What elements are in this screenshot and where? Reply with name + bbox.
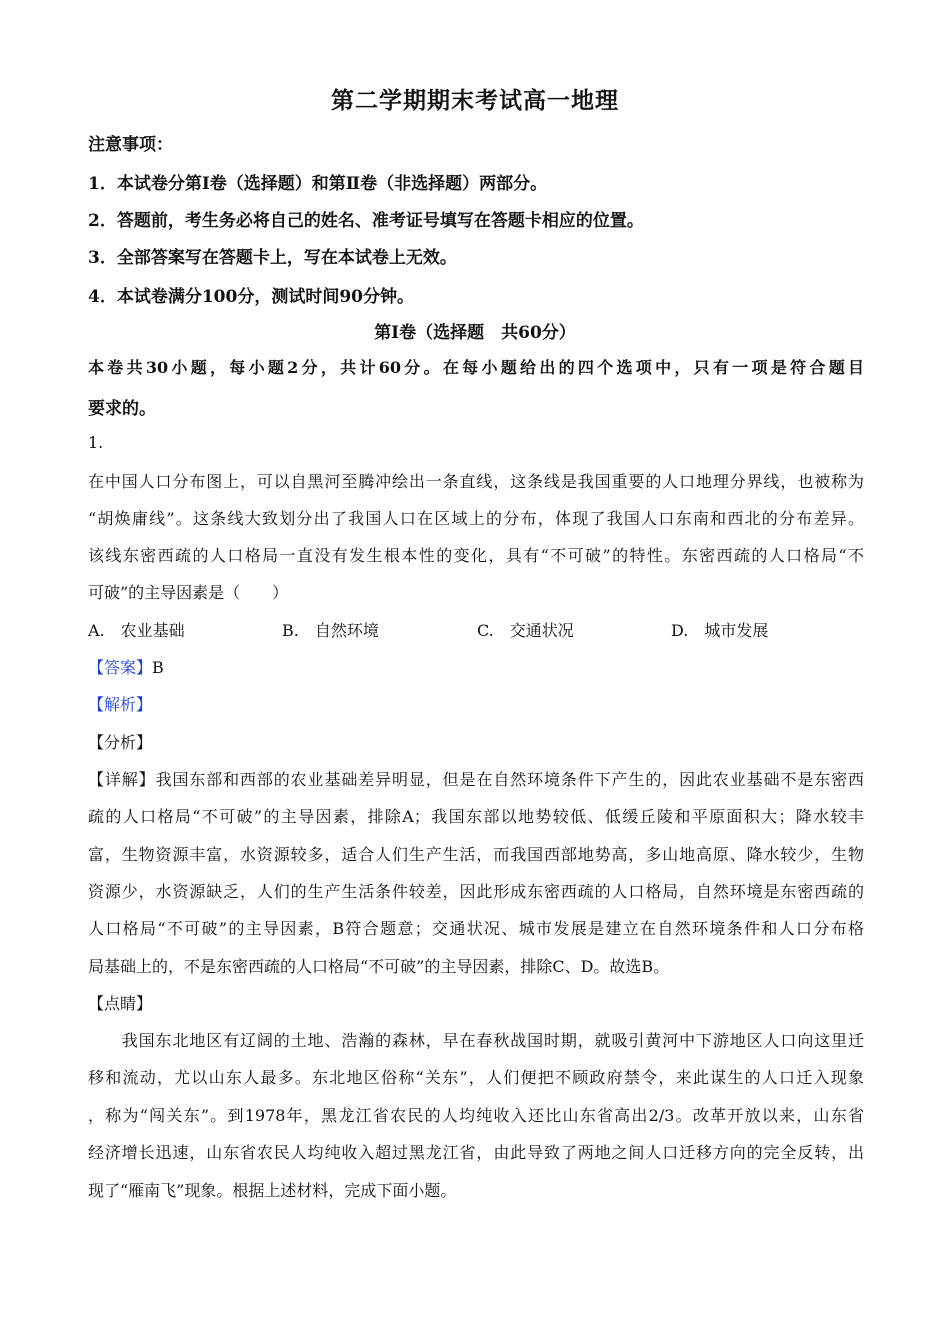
answer-tag: 【答案】: [88, 658, 153, 677]
detail-text-1: 我国东部和西部的农业基础差异明显，但是在自然环境条件下产生的，因此农业基础不是东密西: [155, 770, 864, 789]
dianjing-tag: 【点睛】: [88, 994, 153, 1013]
fenxi-tag: 【分析】: [88, 733, 153, 752]
option-c: C. 交通状况: [477, 621, 574, 640]
material-line-2: 移和流动，尤以山东人最多。东北地区俗称“关东”，人们便把不顾政府禁令，来此谋生的人口迁入现象: [88, 1068, 864, 1087]
detail-line-4: 资源少，水资源缺乏，人们的生产生活条件较差，因此形成东密西疏的人口格局，自然环境是东密西疏的: [88, 882, 864, 901]
material-line-3: ，称为“闯关东”。到1978年，黑龙江省农民的人均纯收入还比山东省高出2/3。改革开放以来，山东省: [88, 1106, 864, 1125]
detail-line-2: 疏的人口格局“不可破”的主导因素，排除A；我国东部以地势较低、低缓丘陵和平原面积大；降水较丰: [88, 807, 864, 826]
detail-line-6: 局基础上的，不是东密西疏的人口格局“不可破”的主导因素，排除C、D。故选B。: [88, 957, 670, 976]
question-stem-line-2: “胡焕庸线”。这条线大致划分出了我国人口在区域上的分布，体现了我国人口东南和西北的分布差异。: [88, 509, 864, 528]
option-a: A. 农业基础: [88, 621, 185, 640]
detail-tag: 【详解】: [88, 770, 156, 789]
question-number: 1.: [88, 433, 104, 452]
material-line-1: 我国东北地区有辽阔的土地、浩瀚的森林，早在春秋战国时期，就吸引黄河中下游地区人口向这里迁: [88, 1031, 864, 1050]
detail-line-1: [88, 767, 864, 790]
answer-value: B: [152, 658, 164, 677]
detail-line-5: 人口格局“不可破”的主导因素，B符合题意；交通状况、城市发展是建立在自然环境条件和人口分布格: [88, 919, 864, 938]
material-line-4: 经济增长迅速，山东省农民人均纯收入超过黑龙江省，由此导致了两地之间人口迁移方向的完全反转，出: [88, 1143, 864, 1162]
answer-line: [88, 655, 164, 678]
notice-item-2: 2．答题前，考生务必将自己的姓名、准考证号填写在答题卡相应的位置。: [88, 211, 644, 231]
page-title: 第二学期期末考试高一地理: [331, 87, 619, 114]
notice-item-4: 4．本试卷满分100分，测试时间90分钟。: [88, 287, 414, 307]
option-b: B. 自然环境: [282, 621, 379, 640]
notice-heading: 注意事项：: [88, 135, 173, 155]
material-line-5: 现了“雁南飞”现象。根据上述材料，完成下面小题。: [88, 1181, 457, 1200]
question-stem-line-4: 可破”的主导因素是（ ）: [88, 583, 289, 602]
detail-line-3: 富，生物资源丰富，水资源较多，适合人们生产生活，而我国西部地势高，多山地高原、降水较少，生物: [88, 845, 864, 864]
question-stem-line-1: 在中国人口分布图上，可以自黑河至腾冲绘出一条直线，这条线是我国重要的人口地理分界线，也被称为: [88, 472, 864, 491]
section-desc-line-2: 要求的。: [88, 399, 156, 419]
notice-item-3: 3．全部答案写在答题卡上，写在本试卷上无效。: [88, 248, 457, 268]
analysis-tag: 【解析】: [88, 695, 153, 714]
question-stem-line-3: 该线东密西疏的人口格局一直没有发生根本性的变化，具有“不可破”的特性。东密西疏的人口格局“不: [88, 546, 864, 565]
section-desc-line-1: 本卷共30小题，每小题2分，共计60分。在每小题给出的四个选项中，只有一项是符合题目: [88, 358, 864, 377]
section-heading: 第Ⅰ卷（选择题 共60分）: [374, 323, 576, 343]
notice-item-1: 1．本试卷分第Ⅰ卷（选择题）和第Ⅱ卷（非选择题）两部分。: [88, 174, 548, 194]
option-d: D. 城市发展: [671, 621, 769, 640]
